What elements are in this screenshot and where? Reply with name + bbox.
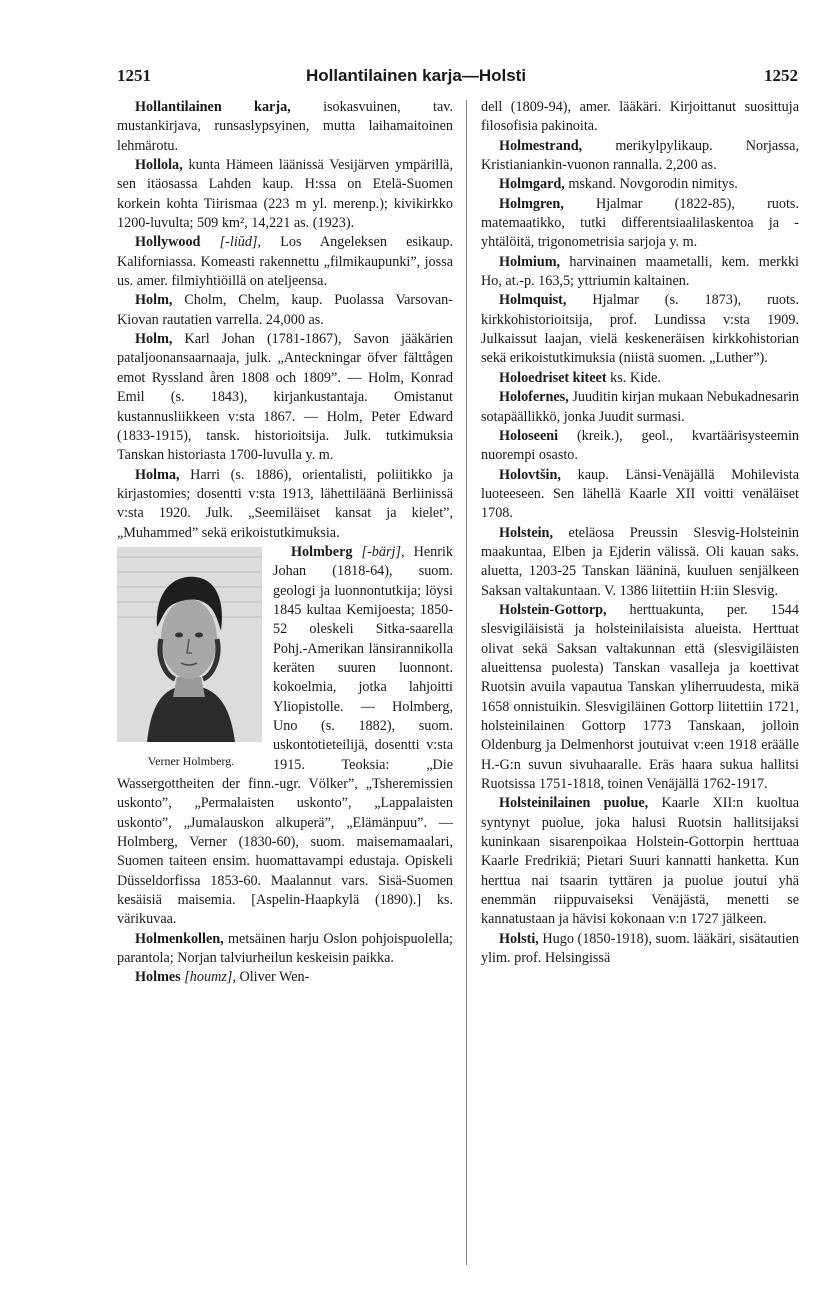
headword: Holoedriset kiteet bbox=[499, 369, 607, 386]
pronunciation: [-liŭd], bbox=[200, 234, 262, 251]
entry-text: kaup. Länsi-Venäjällä Mohilevista luoteeseen. Sen lähellä Kaarle XII voitti venäläiset 1708. bbox=[481, 466, 799, 522]
entry-holm-karl-johan bbox=[117, 330, 453, 465]
entry-holstein bbox=[481, 524, 799, 601]
headword: Holovtšin, bbox=[499, 466, 561, 483]
entry-holmes bbox=[117, 968, 453, 987]
entry-holstein-gottorp bbox=[481, 601, 799, 794]
headword: Holofernes, bbox=[499, 389, 569, 406]
left-page-number: 1251 bbox=[117, 66, 151, 85]
running-title: Hollantilainen karja—Holsti bbox=[305, 66, 527, 85]
entry-holma bbox=[117, 466, 453, 543]
entry-text: mskand. Novgorodin nimitys. bbox=[564, 176, 738, 193]
headword: Holmgren, bbox=[499, 195, 564, 212]
entry-text: dell (1809-94), amer. lääkäri. Kirjoittanut suosittuja filosofisia pakinoita. bbox=[481, 99, 799, 135]
entry-text: Hugo (1850-1918), suom. lääkäri, sisätautien ylim. prof. Helsingissä bbox=[481, 930, 799, 967]
headword: Holma, bbox=[135, 466, 180, 483]
entry-holmquist bbox=[481, 291, 799, 368]
entry-text: harvinainen maametalli, kem. merkki Ho, at.-p. 163,5; yttriumin kaltainen. bbox=[481, 253, 799, 290]
entry-text: Henrik Johan (1818-64), suom. geologi ja luonnontutkija; löysi 1845 kultaa Kemijoesta; 1850-52 oleskeli Sitka-saarella Pohj.-Amerikan länsirannikolla keräten suuren luonnont. kokoelmia, jotka lahjoitti Yliopistolle. — Holmberg, Uno (s. 1882), suom. uskontotieteilijä, dosentti v:sta 1915. Teoksia: „Die Wassergottheiten der finn.-ugr. Völker”, „Tsheremissien uskonto”, „Permalaisten uskonto”, „Lappalaisten uskonto”, „Jumalauskon alkuperä”, „Elämänpuu”. — Holmberg, Verner (1830-60), suom. maisemamaalari, Suomen taiteen ensim. huomattavampi edustaja. Opiskeli Düsseldorfissa 1853-60. Maalannut vars. Sisä-Suomen kesäisiä maisemia. [Aspelin-Haapkylä (1890).] ks. värikuvaa. bbox=[117, 543, 453, 928]
entry-text: isokasvuinen, tav. mustankirjava, runsaslypsyinen, mutta laihamaitoinen lehmärotu. bbox=[117, 99, 453, 154]
entry-text: Karl Johan (1781-1867), Savon jääkärien pataljoonansaarnaaja, julk. „Anteckningar öfver fälttågen emot Ryssland åren 1808 och 1809”. — Holm, Konrad Emil (s. 1843), kirjankustantaja. Omistanut kustannusliikkeen v:sta 1867. — Holm, Peter Edward (1833-1915), tansk. historioitsija. Julk. tutkimuksia Tanskan historiasta 1700-luvulla y. m. bbox=[117, 331, 453, 464]
entry-text: Cholm, Chelm, kaup. Puolassa Varsovan-Kiovan rautatien varrella. 24,000 as. bbox=[117, 292, 453, 328]
headword: Holoseeni bbox=[499, 427, 559, 444]
entry-text: (kreik.), geol., kvartäärisysteemin nuorempi osasto. bbox=[481, 427, 799, 464]
headword: Holstein-Gottorp, bbox=[499, 601, 607, 618]
right-column bbox=[481, 98, 799, 968]
headword: Holmestrand, bbox=[499, 137, 583, 154]
headword: Holm, bbox=[135, 292, 173, 309]
entry-holmes-continued bbox=[481, 98, 799, 137]
entry-text: Hjalmar (1822-85), ruots. matemaatikko, tutki differentsiaalilaskentoa ja -yhtälöitä, trigonometrisia sarjoja y. m. bbox=[481, 195, 799, 251]
entry-holsteinilainen-puolue bbox=[481, 794, 799, 929]
entry-holsti bbox=[481, 930, 799, 969]
right-page-number: 1252 bbox=[764, 66, 798, 85]
entry-text: Juuditin kirjan mukaan Nebukadnesarin sotapäällikkö, jonka Juudit surmasi. bbox=[481, 389, 799, 425]
headword: Hollywood bbox=[135, 234, 201, 251]
entry-text: Oliver Wen- bbox=[235, 969, 310, 986]
headword: Holsteinilainen puolue, bbox=[499, 795, 649, 812]
entry-text: ks. Kide. bbox=[606, 369, 661, 386]
entry-hollywood bbox=[117, 233, 453, 291]
headword: Holsti, bbox=[499, 930, 539, 947]
pronunciation: [houmz], bbox=[180, 969, 236, 986]
entry-holmenkollen bbox=[117, 930, 453, 969]
headword: Holmenkollen, bbox=[135, 930, 224, 947]
headword: Holmberg bbox=[291, 543, 353, 560]
entry-holmgard bbox=[481, 175, 799, 194]
entry-holm-cholm bbox=[117, 291, 453, 330]
entry-holoedriset-kiteet bbox=[481, 369, 799, 388]
entry-hollantilainen-karja bbox=[117, 98, 453, 156]
headword: Holmes bbox=[135, 969, 181, 986]
pronunciation: [-bärj], bbox=[352, 543, 405, 560]
entry-text: metsäinen harju Oslon pohjoispuolella; parantola; Norjan talviurheilun keskeisin paikka. bbox=[117, 930, 453, 967]
entry-text: Los Angeleksen esikaup. Kaliforniassa. Komeasti rakennettu „filmikaupunki”, jossa us. amer. filmiyhtiöillä on ateljeensa. bbox=[117, 234, 453, 290]
headword: Holmgard, bbox=[499, 176, 565, 193]
entry-holoseeni bbox=[481, 427, 799, 466]
headword: Holmquist, bbox=[499, 292, 567, 309]
left-column bbox=[117, 98, 453, 988]
headword: Holstein, bbox=[499, 524, 553, 541]
portrait-image bbox=[117, 547, 262, 742]
headword: Holmium, bbox=[499, 253, 561, 270]
headword: Hollola, bbox=[135, 157, 183, 174]
entry-text: merikylpylikaup. Norjassa, Kristianiankin-vuonon rannalla. 2,200 as. bbox=[481, 137, 799, 174]
entry-text: Harri (s. 1886), orientalisti, poliitikko ja kirjastomies; dosentti v:sta 1913, lähettiläänä Berliinissä v:sta 1920. Julk. „Seemiläiset kansat ja kielet”, „Muhammed” sekä erikoistutkimuksia. bbox=[117, 466, 453, 541]
portrait-caption: Verner Holmberg. bbox=[147, 753, 235, 768]
entry-text: herttuakunta, per. 1544 slesvigiläisistä ja holsteinilaisista alueista. Herttuat olivat sekä Saksan valtakunnan että (slesvigiläisten alueittensa puolesta) Tanskan vasalleja ja koettivat Ruotsin avuila vapautua Tanskan yliherruudesta, mikä 1658 onnistuikin. Slesvigiläinen Gottorp liitettiin 1721, holsteinilainen Gottorp 1773 Tanskaan, jolloin Oldenburg ja Delmenhorst joutuivat v:een 1918 eräälle H.-G:n suvun sivuhaaralle. Eräs haara sukua hallitsi Ruotsissa 1751-1818, toinen Venäjällä 1762-1917. bbox=[481, 601, 799, 793]
column-divider bbox=[466, 100, 467, 1265]
portrait-figure bbox=[117, 547, 265, 770]
entry-holovtsin bbox=[481, 466, 799, 524]
headword: Holm, bbox=[135, 331, 173, 348]
entry-holmium bbox=[481, 253, 799, 292]
entry-text: kunta Hämeen läänissä Vesijärven ympärillä, sen itäosassa Lahden kaup. H:ssa on Etelä-Suomen korkein kohta Tiirismaa (223 m yl. merenp.); kivikirkko 1200-luvulta; 509 km², 14,221 as. (1923). bbox=[117, 157, 453, 232]
entry-hollola bbox=[117, 156, 453, 233]
entry-text: Kaarle XII:n kuoltua syntynyt puolue, joka halusi Ruotsin hallitsijaksi kuninkaan sisarenpoikaa Holstein-Gottorpin herttuaa Kaarle Fredrikiä; Pietari Suuri kannatti hanketta. Kun herttua nai tsaarin tyttären ja puolue joutui yhä enemmän riippuvaiseksi Venäjästä, menetti se kannatustaan ja hävisi kokonaan v:n 1727 jälkeen. bbox=[481, 795, 800, 928]
entry-text: eteläosa Preussin Slesvig-Holsteinin maakuntaa, Elben ja Ejderin välissä. Oli kauan saks. aluetta, 1203-25 Tanskan lääninä, kuuluen senjälkeen Saksan valtakuntaan. V. 1386 liitettiin H:iin Slesvig. bbox=[481, 524, 799, 599]
headword: Hollantilainen karja, bbox=[135, 99, 291, 115]
entry-holmgren bbox=[481, 195, 799, 253]
entry-holofernes bbox=[481, 388, 799, 427]
entry-text: Hjalmar (s. 1873), ruots. kirkkohistorioitsija, prof. Lundissa v:sta 1909. Julkaissut laajan, vielä keskeneräisen kirkkohistorian sekä erikoistutkimuksia (niistä suomen. „Luther”). bbox=[481, 292, 799, 367]
entry-holmestrand bbox=[481, 137, 799, 176]
